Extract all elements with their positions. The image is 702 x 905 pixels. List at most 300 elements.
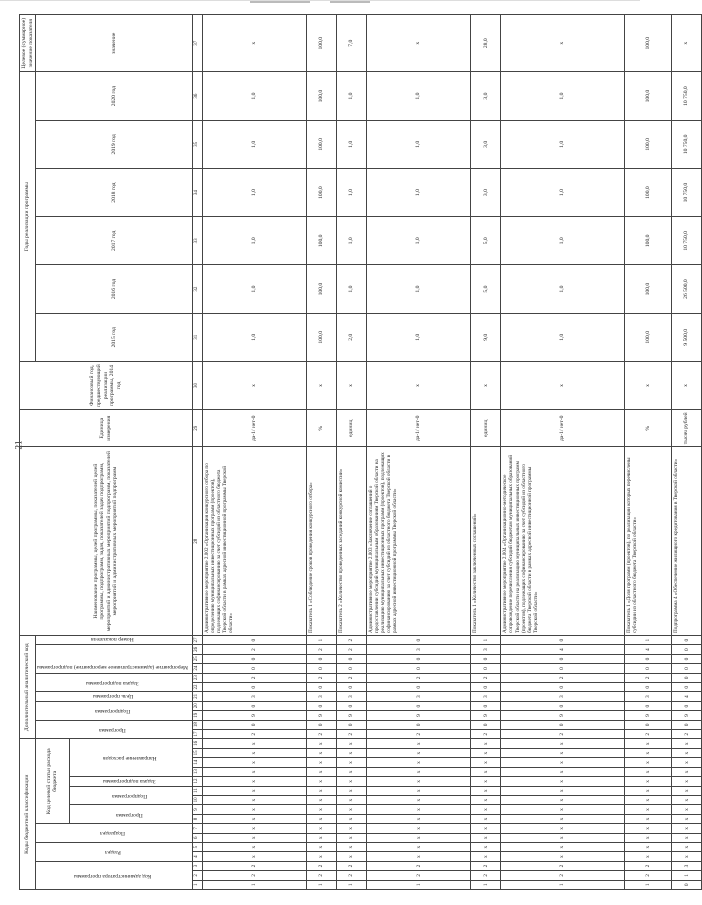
code-cell: 2 xyxy=(337,861,367,870)
code-cell: x xyxy=(307,795,337,804)
row-year-value: 100,0 xyxy=(624,313,671,361)
section-header: Раздел xyxy=(104,849,121,856)
code-cell: 2 xyxy=(202,673,307,682)
code-cell: x xyxy=(366,748,471,757)
row-year-value: 100,0 xyxy=(624,168,671,216)
code-cell: x xyxy=(501,805,625,814)
row-year-value: 1,0 xyxy=(501,72,625,120)
year-2020-header: 2020 год xyxy=(36,72,193,120)
code-cell: 9 xyxy=(337,711,367,720)
code-cell: x xyxy=(337,777,367,786)
code-cell: 0 xyxy=(202,683,307,692)
row-name: Показатель 1 «Количество заключенных соглашений» xyxy=(471,447,501,636)
code-cell: 0 xyxy=(307,654,337,663)
row-year-value: 100,0 xyxy=(624,72,671,120)
code-cell: x xyxy=(672,767,702,776)
column-number: 31 xyxy=(192,313,202,361)
table-row xyxy=(624,15,671,890)
code-cell: 0 xyxy=(672,673,702,682)
code-cell: x xyxy=(501,814,625,823)
code-cell: 0 xyxy=(471,701,501,710)
code-cell: 4 xyxy=(624,645,671,654)
code-cell: 0 xyxy=(202,701,307,710)
code-cell: x xyxy=(471,824,501,833)
code-cell: x xyxy=(307,767,337,776)
code-cell: 2 xyxy=(366,871,471,880)
code-cell: x xyxy=(501,777,625,786)
code-cell: x xyxy=(366,777,471,786)
code-cell: 0 xyxy=(501,683,625,692)
code-cell: x xyxy=(624,852,671,861)
column-number: 21 xyxy=(192,692,202,701)
code-cell: 2 xyxy=(471,673,501,682)
code-cell: x xyxy=(672,852,702,861)
row-target-value: 7,0 xyxy=(337,15,367,72)
row-fin-year: x xyxy=(337,361,367,409)
row-year-value: 1,0 xyxy=(501,313,625,361)
subsection-header: Подраздел xyxy=(100,830,126,837)
code-cell: 0 xyxy=(202,720,307,729)
code-cell: x xyxy=(202,852,307,861)
code-cell: 0 xyxy=(366,720,471,729)
code-cell: x xyxy=(307,777,337,786)
code-cell: 9 xyxy=(366,711,471,720)
code-cell: x xyxy=(501,739,625,748)
code-cell: x xyxy=(337,833,367,842)
code-cell: 3 xyxy=(337,692,367,701)
row-name: Административное мероприятие 2.004 «Организационно-методическое сопровождение перечисления субсидий бюджетам муниципальных образований Тверской области на реализацию муниципальных инвестиционных программ (проектов), подлежащих софинансированию за счет субсидий из областного бюджета Тверской области в рамках адресной инвестиционной программы Тверской области» xyxy=(501,447,625,636)
table-row xyxy=(471,15,501,890)
code-cell: 0 xyxy=(672,880,702,889)
code-cell: x xyxy=(501,786,625,795)
rotated-table-container xyxy=(19,14,690,890)
code-cell: 2 xyxy=(307,871,337,880)
row-year-value: 100,0 xyxy=(307,168,337,216)
code-cell: 2 xyxy=(202,861,307,870)
code-cell: 2 xyxy=(624,730,671,739)
code-cell: x xyxy=(471,814,501,823)
column-number: 23 xyxy=(192,673,202,682)
column-number: 3 xyxy=(192,861,202,870)
code-cell: x xyxy=(624,777,671,786)
admin-code-header: Код администратора программы xyxy=(74,872,152,879)
additional-code-header: Дополнительный аналитический код xyxy=(20,635,36,739)
subprogram-task-header: Задача подпрограммы xyxy=(103,777,156,784)
code-cell: x xyxy=(366,833,471,842)
row-name: Административное мероприятие 2.002 «Организация конкурсного отбора по определению муниципальных инвестиционных программ (проектов), подлежащих софинансированию за счет субсидий из областного бюджета Тверской области в рамках адресной инвестиционной программы Тверской области» xyxy=(202,447,307,636)
column-number: 6 xyxy=(192,833,202,842)
code-cell: x xyxy=(337,767,367,776)
code-cell: x xyxy=(471,748,501,757)
row-year-value: 1,0 xyxy=(337,217,367,265)
code-cell: 3 xyxy=(471,645,501,654)
expense-direction-header: Направление расходов xyxy=(102,755,157,762)
code-cell: 2 xyxy=(337,645,367,654)
code-cell: x xyxy=(672,842,702,851)
add-program-header: Программа xyxy=(99,726,127,733)
code-cell: 2 xyxy=(501,861,625,870)
code-cell: 2 xyxy=(501,871,625,880)
code-cell: 0 xyxy=(307,720,337,729)
column-number: 32 xyxy=(192,265,202,313)
row-unit: единиц xyxy=(471,410,501,447)
code-cell: x xyxy=(672,833,702,842)
table-row xyxy=(672,15,702,890)
row-target-value: x xyxy=(366,15,471,72)
code-cell: x xyxy=(307,852,337,861)
code-cell: x xyxy=(471,767,501,776)
name-header: Наименование программы, целей программы, показателей целей программы, подпрограмм, задач, показателей задач подпрограмм, мероприятий и административных мероприятий подпрограмм, показателей мероприятий и административных мероприятий подпрограмм xyxy=(20,447,193,636)
code-cell: 9 xyxy=(501,711,625,720)
row-year-value: 9 500,0 xyxy=(672,313,702,361)
code-cell: x xyxy=(307,786,337,795)
code-cell: 9 xyxy=(471,711,501,720)
code-cell: 0 xyxy=(672,664,702,673)
year-2016-header: 2016 год xyxy=(36,265,193,313)
code-cell: 1 xyxy=(501,880,625,889)
code-cell: 2 xyxy=(307,673,337,682)
subprogram-header: Подпрограмма xyxy=(111,792,148,799)
row-year-value: 1,0 xyxy=(202,265,307,313)
code-cell: 2 xyxy=(624,861,671,870)
column-number-row xyxy=(192,15,202,890)
code-cell: 0 xyxy=(672,683,702,692)
column-number: 22 xyxy=(192,683,202,692)
column-number: 8 xyxy=(192,814,202,823)
code-cell: 0 xyxy=(202,635,307,644)
column-number: 24 xyxy=(192,664,202,673)
row-year-value: 1,0 xyxy=(337,120,367,168)
row-year-value: 10 750,0 xyxy=(672,72,702,120)
year-2017-header: 2017 год xyxy=(36,217,193,265)
row-unit: % xyxy=(307,410,337,447)
code-cell: x xyxy=(307,739,337,748)
code-cell: x xyxy=(307,748,337,757)
row-year-value: 100,0 xyxy=(307,120,337,168)
code-cell: x xyxy=(672,758,702,767)
code-cell: x xyxy=(307,814,337,823)
code-cell: x xyxy=(202,824,307,833)
code-cell: 2 xyxy=(501,673,625,682)
value-header: значение xyxy=(36,15,193,72)
unit-header: Единица измерения xyxy=(20,410,193,447)
row-year-value: 9,0 xyxy=(471,313,501,361)
code-cell: x xyxy=(202,777,307,786)
code-cell: 0 xyxy=(501,701,625,710)
code-cell: 1 xyxy=(202,880,307,889)
code-cell: 1 xyxy=(307,880,337,889)
row-year-value: 100,0 xyxy=(624,217,671,265)
row-name: Показатель 1 «Соблюдение сроков проведения конкурсного отбора» xyxy=(307,447,337,636)
row-year-value: 1,0 xyxy=(202,313,307,361)
code-cell: 0 xyxy=(202,654,307,663)
code-cell: x xyxy=(366,786,471,795)
code-cell: x xyxy=(202,814,307,823)
code-cell: x xyxy=(366,795,471,804)
program-indicators-table xyxy=(19,14,702,890)
row-year-value: 100,0 xyxy=(307,313,337,361)
code-cell: x xyxy=(366,758,471,767)
code-cell: 0 xyxy=(337,720,367,729)
column-number: 16 xyxy=(192,739,202,748)
page-number: 21 xyxy=(13,440,24,450)
row-unit: единиц xyxy=(337,410,367,447)
row-year-value: 1,0 xyxy=(366,313,471,361)
column-number: 14 xyxy=(192,758,202,767)
row-fin-year: x xyxy=(501,361,625,409)
code-cell: 2 xyxy=(672,730,702,739)
code-cell: x xyxy=(366,767,471,776)
row-unit: % xyxy=(624,410,671,447)
target-article-header: Код целевой статьи расхода бюджета xyxy=(36,739,70,824)
row-target-value: x xyxy=(672,15,702,72)
column-number: 9 xyxy=(192,805,202,814)
code-cell: x xyxy=(307,842,337,851)
table-row xyxy=(337,15,367,890)
code-cell: x xyxy=(202,758,307,767)
code-cell: 0 xyxy=(624,664,671,673)
code-cell: 9 xyxy=(624,711,671,720)
column-number: 34 xyxy=(192,168,202,216)
code-cell: 2 xyxy=(337,730,367,739)
row-year-value: 100,0 xyxy=(624,265,671,313)
code-cell: 2 xyxy=(202,645,307,654)
code-cell: 3 xyxy=(366,645,471,654)
row-year-value: 1,0 xyxy=(501,168,625,216)
row-target-value: 100,0 xyxy=(624,15,671,72)
code-cell: x xyxy=(202,786,307,795)
budget-classification-header: Коды бюджетной классификации xyxy=(20,739,36,890)
subprogram-task2-header: Задача подпрограммы xyxy=(86,679,139,686)
row-year-value: 1,0 xyxy=(202,72,307,120)
row-fin-year: x xyxy=(307,361,337,409)
code-cell: x xyxy=(501,842,625,851)
row-unit: да-1/ нет-0 xyxy=(501,410,625,447)
code-cell: 2 xyxy=(624,871,671,880)
code-cell: 0 xyxy=(202,664,307,673)
code-cell: x xyxy=(337,786,367,795)
code-cell: x xyxy=(672,814,702,823)
code-cell: x xyxy=(337,842,367,851)
code-cell: x xyxy=(202,833,307,842)
code-cell: x xyxy=(624,842,671,851)
row-year-value: 1,0 xyxy=(366,168,471,216)
column-number: 12 xyxy=(192,777,202,786)
code-cell: x xyxy=(337,814,367,823)
code-cell: 2 xyxy=(471,730,501,739)
code-cell: 1 xyxy=(307,635,337,644)
code-cell: x xyxy=(501,748,625,757)
code-cell: x xyxy=(501,824,625,833)
target-header: Целевое (суммарное) значение показателя xyxy=(20,15,36,72)
code-cell: x xyxy=(307,824,337,833)
row-year-value: 2,0 xyxy=(337,313,367,361)
code-cell: x xyxy=(672,795,702,804)
code-cell: x xyxy=(307,758,337,767)
code-cell: 3 xyxy=(624,692,671,701)
code-cell: 0 xyxy=(337,701,367,710)
code-cell: x xyxy=(202,739,307,748)
code-cell: x xyxy=(202,805,307,814)
code-cell: 0 xyxy=(366,701,471,710)
code-cell: x xyxy=(337,805,367,814)
code-cell: 1 xyxy=(337,880,367,889)
column-number: 29 xyxy=(192,410,202,447)
column-number: 7 xyxy=(192,824,202,833)
row-year-value: 1,0 xyxy=(501,120,625,168)
row-target-value: x xyxy=(501,15,625,72)
code-cell: 2 xyxy=(366,730,471,739)
code-cell: 0 xyxy=(366,664,471,673)
row-year-value: 1,0 xyxy=(501,265,625,313)
code-cell: 0 xyxy=(471,720,501,729)
code-cell: x xyxy=(624,824,671,833)
code-cell: x xyxy=(672,805,702,814)
code-cell: 3 xyxy=(501,692,625,701)
table-row xyxy=(202,15,307,890)
code-cell: x xyxy=(624,795,671,804)
column-number: 33 xyxy=(192,217,202,265)
table-row xyxy=(366,15,471,890)
column-number: 35 xyxy=(192,120,202,168)
row-name: Показатель 1 «Доля программ (проектов), по реализации которых перечислены субсидии из областного бюджета Тверской области» xyxy=(624,447,671,636)
code-cell: x xyxy=(624,833,671,842)
code-cell: 1 xyxy=(471,880,501,889)
code-cell: 0 xyxy=(337,654,367,663)
code-cell: 0 xyxy=(672,654,702,663)
activity-header: Мероприятие (административное мероприятие) подпрограммы xyxy=(37,664,189,671)
code-cell: 4 xyxy=(501,645,625,654)
column-number: 15 xyxy=(192,748,202,757)
year-2019-header: 2019 год xyxy=(36,120,193,168)
row-fin-year: x xyxy=(202,361,307,409)
code-cell: x xyxy=(672,786,702,795)
years-header: Годы реализации программы xyxy=(20,72,36,361)
column-number: 11 xyxy=(192,786,202,795)
program-header: Программа xyxy=(116,811,143,818)
row-year-value: 26 500,0 xyxy=(672,265,702,313)
code-cell: x xyxy=(366,842,471,851)
code-cell: 3 xyxy=(672,861,702,870)
row-fin-year: x xyxy=(624,361,671,409)
code-cell: 1 xyxy=(366,880,471,889)
row-unit: да-1/ нет-0 xyxy=(202,410,307,447)
column-number: 19 xyxy=(192,711,202,720)
row-year-value: 10 750,0 xyxy=(672,120,702,168)
code-cell: x xyxy=(337,852,367,861)
code-cell: x xyxy=(501,852,625,861)
code-cell: 2 xyxy=(307,861,337,870)
code-cell: 9 xyxy=(202,711,307,720)
code-cell: 0 xyxy=(624,654,671,663)
code-cell: x xyxy=(471,842,501,851)
row-target-value: 28,0 xyxy=(471,15,501,72)
row-unit: тысяч рублей xyxy=(672,410,702,447)
code-cell: 2 xyxy=(337,673,367,682)
row-year-value: 1,0 xyxy=(366,120,471,168)
code-cell: 0 xyxy=(366,683,471,692)
code-cell: 0 xyxy=(624,683,671,692)
code-cell: 0 xyxy=(307,664,337,673)
code-cell: 4 xyxy=(672,692,702,701)
column-number: 27 xyxy=(192,635,202,644)
indicator-number-header: Номер показателя xyxy=(91,636,135,643)
code-cell: 0 xyxy=(672,645,702,654)
code-cell: 2 xyxy=(337,871,367,880)
code-cell: x xyxy=(624,748,671,757)
code-cell: 0 xyxy=(471,683,501,692)
code-cell: 1 xyxy=(624,635,671,644)
add-subprogram-header: Подпрограмма xyxy=(95,708,131,715)
code-cell: x xyxy=(672,824,702,833)
row-year-value: 1,0 xyxy=(337,265,367,313)
code-cell: x xyxy=(337,748,367,757)
code-cell: x xyxy=(471,833,501,842)
code-cell: 2 xyxy=(307,645,337,654)
code-cell: 1 xyxy=(471,635,501,644)
column-number: 20 xyxy=(192,701,202,710)
column-number: 4 xyxy=(192,852,202,861)
column-number: 37 xyxy=(192,15,202,72)
code-cell: 0 xyxy=(501,664,625,673)
code-cell: 0 xyxy=(501,654,625,663)
row-year-value: 1,0 xyxy=(337,72,367,120)
column-number: 25 xyxy=(192,654,202,663)
code-cell: 2 xyxy=(366,673,471,682)
code-cell: x xyxy=(501,758,625,767)
row-year-value: 3,0 xyxy=(471,72,501,120)
code-cell: 0 xyxy=(366,635,471,644)
row-year-value: 1,0 xyxy=(366,72,471,120)
row-year-value: 10 750,0 xyxy=(672,168,702,216)
year-2018-header: 2018 год xyxy=(36,168,193,216)
code-cell: 0 xyxy=(337,664,367,673)
code-cell: x xyxy=(672,739,702,748)
code-cell: x xyxy=(624,805,671,814)
code-cell: x xyxy=(624,739,671,748)
code-cell: x xyxy=(471,795,501,804)
code-cell: 3 xyxy=(366,692,471,701)
code-cell: 0 xyxy=(672,701,702,710)
row-name: Подпрограмма 4 «Обеспечение жилищного кредитования в Тверской области» xyxy=(672,447,702,636)
code-cell: x xyxy=(366,814,471,823)
code-cell: x xyxy=(501,833,625,842)
code-cell: x xyxy=(202,767,307,776)
code-cell: 1 xyxy=(672,871,702,880)
code-cell: 0 xyxy=(471,654,501,663)
row-year-value: 1,0 xyxy=(501,217,625,265)
code-cell: x xyxy=(337,739,367,748)
code-cell: x xyxy=(501,767,625,776)
code-cell: 0 xyxy=(501,720,625,729)
row-year-value: 5,0 xyxy=(471,265,501,313)
code-cell: x xyxy=(672,777,702,786)
code-cell: x xyxy=(624,786,671,795)
row-year-value: 100,0 xyxy=(624,120,671,168)
code-cell: 3 xyxy=(202,692,307,701)
code-cell: 3 xyxy=(471,692,501,701)
row-year-value: 1,0 xyxy=(202,217,307,265)
code-cell: x xyxy=(307,805,337,814)
code-cell: 0 xyxy=(307,683,337,692)
table-row xyxy=(501,15,625,890)
code-cell: 0 xyxy=(672,720,702,729)
code-cell: x xyxy=(624,767,671,776)
column-number: 5 xyxy=(192,842,202,851)
row-fin-year: x xyxy=(366,361,471,409)
code-cell: x xyxy=(471,805,501,814)
top-scan-edge xyxy=(0,0,640,11)
